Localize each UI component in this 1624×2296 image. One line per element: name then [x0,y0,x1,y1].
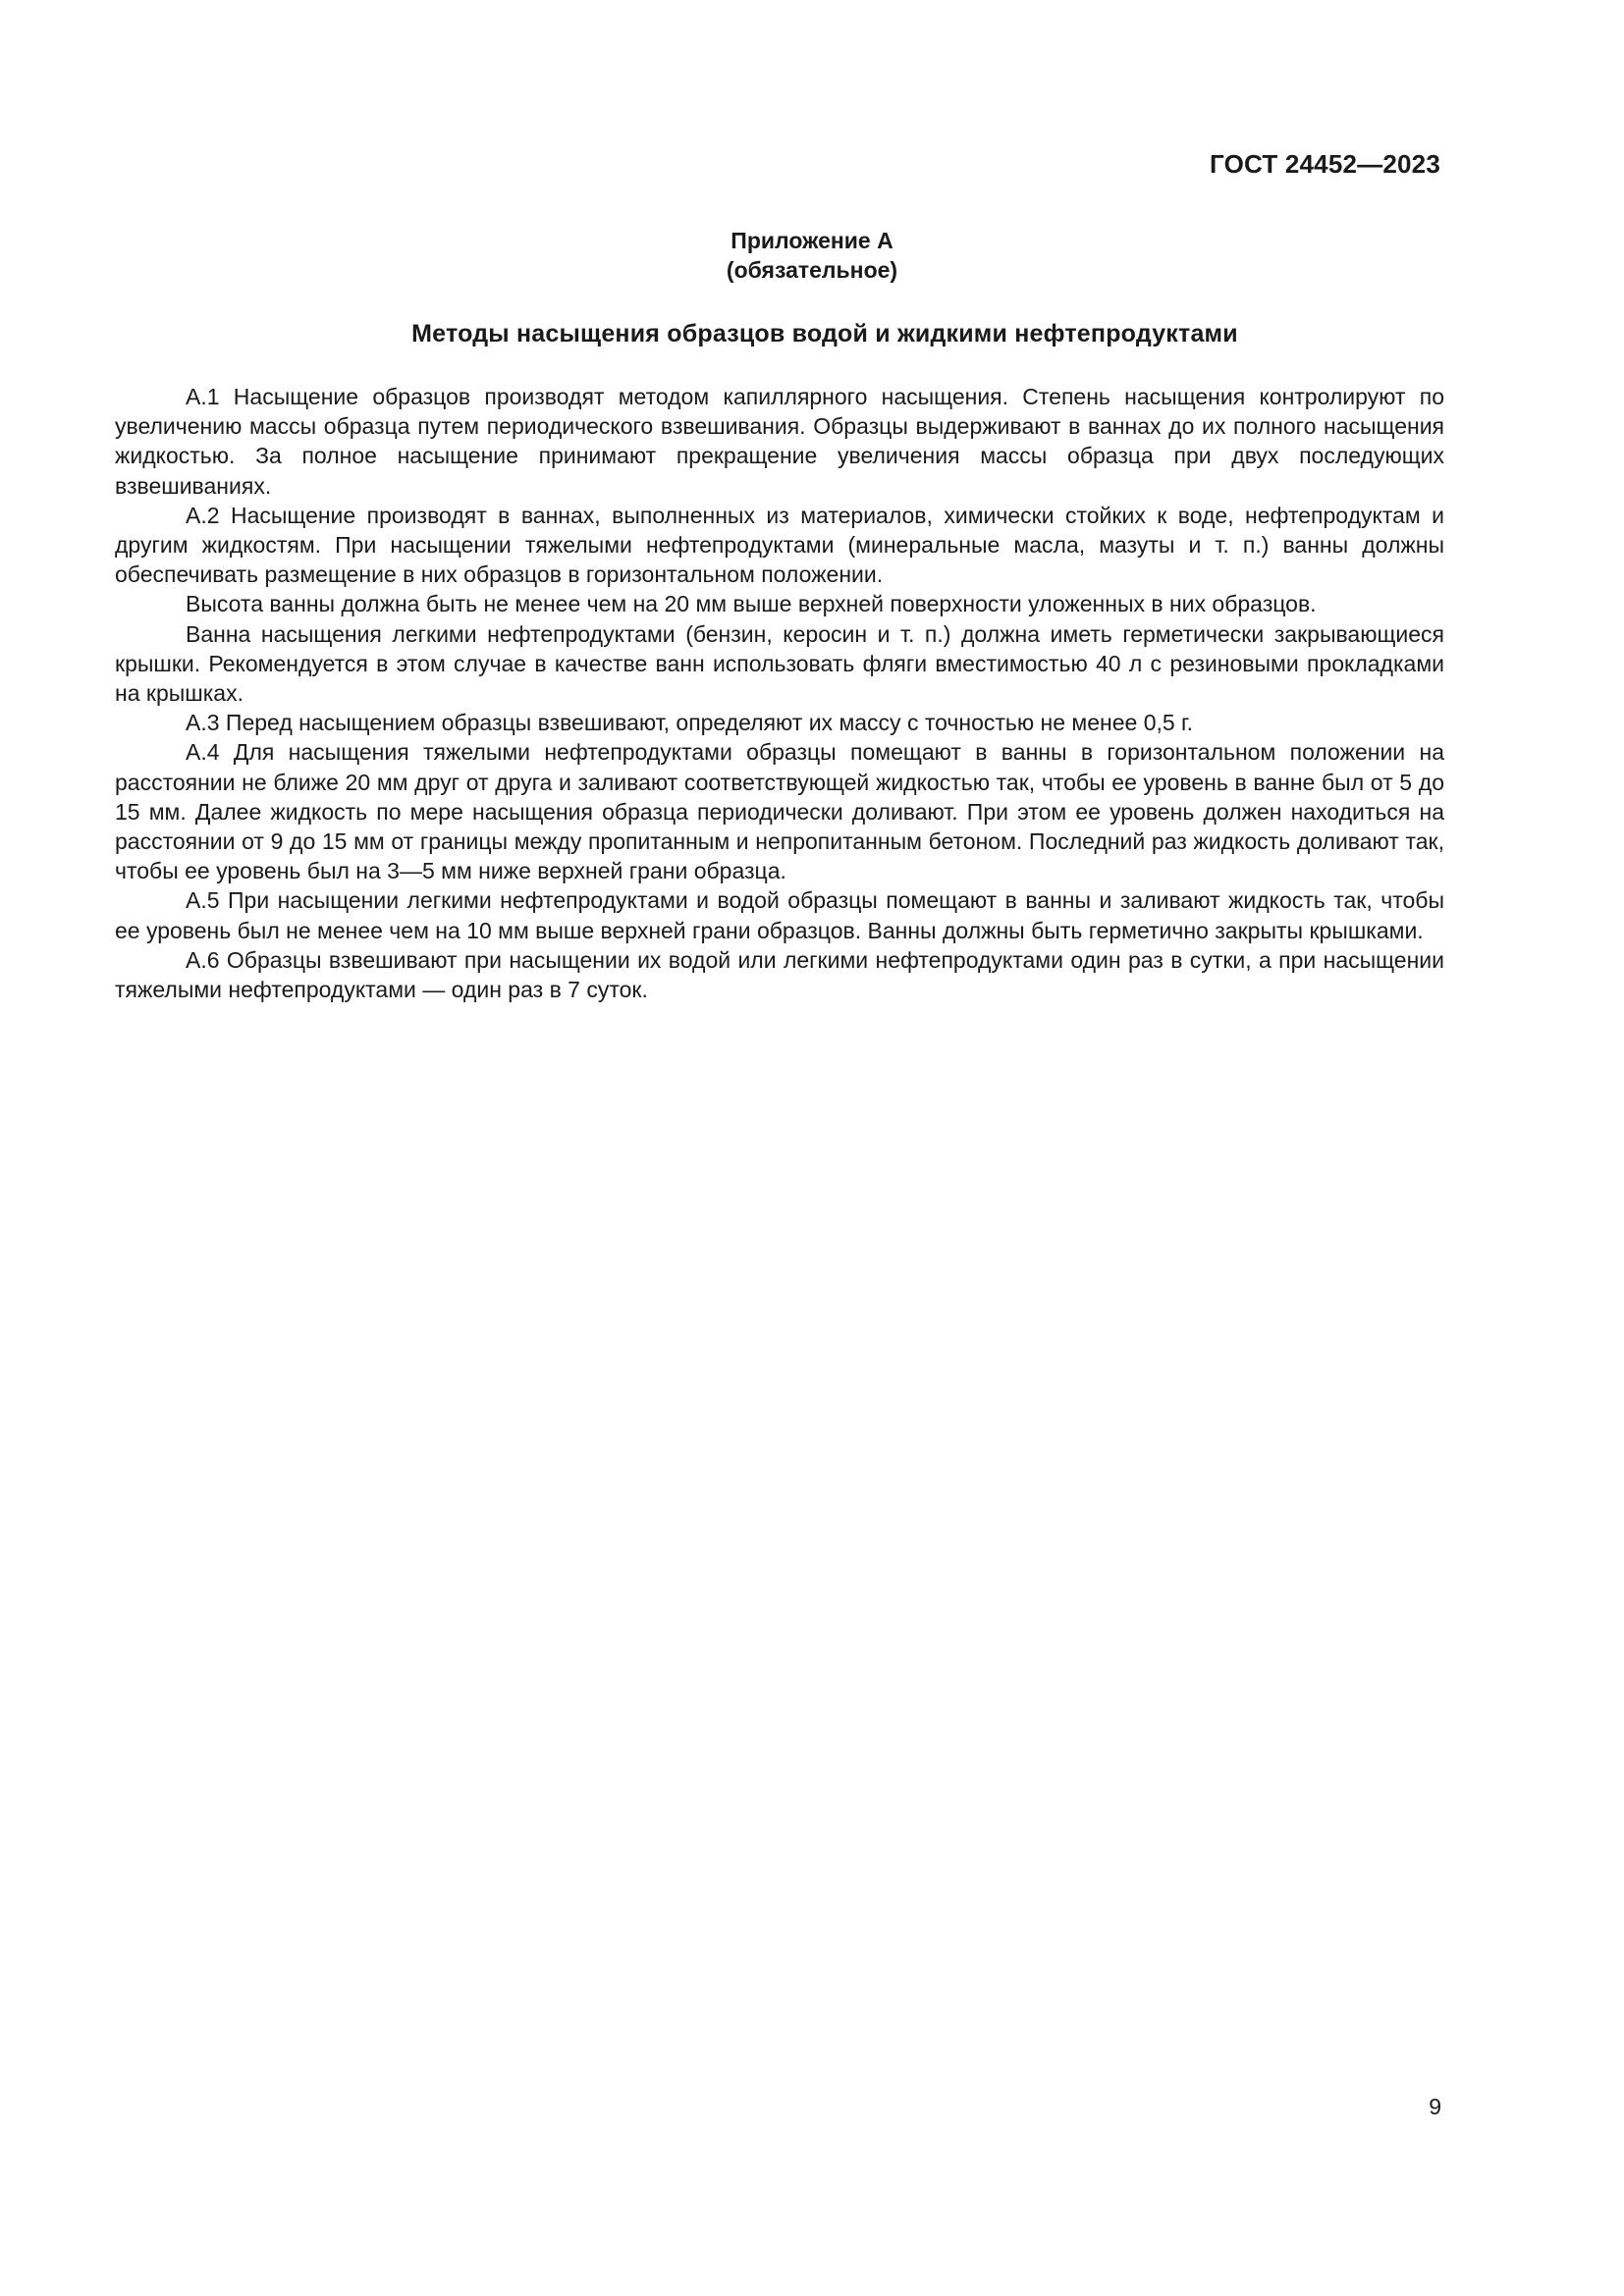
appendix-status: (обязательное) [726,257,898,283]
appendix-title: Приложение А [731,228,893,253]
page-number: 9 [1429,2094,1441,2119]
section-title: Методы насыщения образцов водой и жидкими нефтепродуктами [411,320,1238,347]
paragraph-light-products-bath: Ванна насыщения легкими нефтепродуктами (бензин, керосин и т. п.) должна иметь герметически закрывающиеся крышки. Рекомендуется в этом случае в качестве ванн использовать фляги вместимостью 40 л с резиновыми прокладками на крышках. [115,620,1444,707]
paragraph-a1: А.1 Насыщение образцов производят методом капиллярного насыщения. Степень насыщения контролируют по увеличению массы образца путем периодического взвешивания. Образцы выдерживают в ваннах до их полного насыщения жидкостью. За полное насыщение принимают прекращение увеличения массы образца при двух последующих взвешиваниях. [115,384,1444,499]
appendix-heading [0,226,1624,285]
paragraph-bath-height: Высота ванны должна быть не менее чем на 20 мм выше верхней поверхности уложенных в них образцов. [186,591,1317,617]
paragraph-a3: А.3 Перед насыщением образцы взвешивают, определяют их массу с точностью не менее 0,5 г. [186,710,1194,736]
paragraph-a4: А.4 Для насыщения тяжелыми нефтепродуктами образцы помещают в ванны в горизонтальном положении на расстоянии не ближе 20 мм друг от друга и заливают соответствующей жидкостью так, чтобы ее уровень в ванне был от 5 до 15 мм. Далее жидкость по мере насыщения образца периодически доливают. При этом ее уровень должен находиться на расстоянии от 9 до 15 мм от границы между пропитанным и непропитанным бетоном. Последний раз жидкость доливают так, чтобы ее уровень был на 3—5 мм ниже верхней грани образца. [115,739,1444,884]
appendix-body [115,382,1444,1004]
paragraph-a5: А.5 При насыщении легкими нефтепродуктами и водой образцы помещают в ванны и заливают жидкость так, чтобы ее уровень был не менее чем на 10 мм выше верхней грани образцов. Ванны должны быть герметично закрыты крышками. [115,887,1444,943]
paragraph-a2: А.2 Насыщение производят в ваннах, выполненных из материалов, химически стойких к воде, нефтепродуктам и другим жидкостям. При насыщении тяжелыми нефтепродуктами (минеральные масла, мазуты и т. п.) ванны должны обеспечивать размещение в них образцов в горизонтальном положении. [115,502,1444,588]
paragraph-a6: А.6 Образцы взвешивают при насыщении их водой или легкими нефтепродуктами один раз в сутки, а при насыщении тяжелыми нефтепродуктами — один раз в 7 суток. [115,946,1444,1003]
document-code: ГОСТ 24452—2023 [1210,149,1440,179]
